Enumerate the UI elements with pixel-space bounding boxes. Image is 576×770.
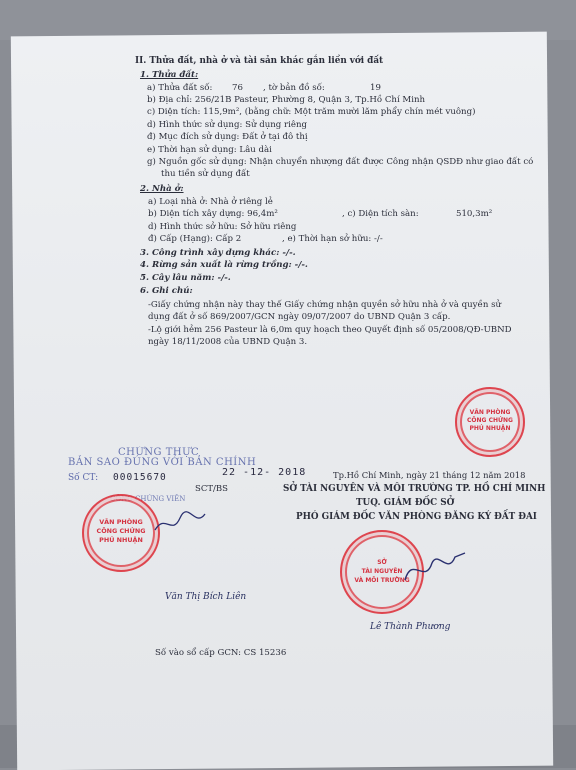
plot-number: 76: [232, 83, 243, 93]
issuer-signature-mark: [400, 545, 470, 590]
stamp-line: CÔNG CHỨNG: [96, 527, 146, 535]
origin-line-2: thu tiền sử dụng đất: [161, 169, 250, 179]
note-line: -Lộ giới hẻm 256 Pasteur là 6,0m quy hoạch theo Quyết định số 05/2008/QĐ-UBND: [148, 325, 512, 335]
notary-stamp-bottom: [82, 494, 160, 572]
so-ct-label: Số CT:: [68, 473, 99, 483]
certify-date: 22 -12- 2018: [222, 467, 307, 478]
ownership: d) Hình thức sở hữu: Sở hữu riêng: [148, 222, 297, 232]
purpose: đ) Mục đích sử dụng: Đất ở tại đô thị: [147, 132, 308, 142]
notary-signer-name: Văn Thị Bích Liên: [165, 592, 247, 602]
stamp-line: VÀ MÔI TRƯỜNG: [354, 577, 410, 584]
land-heading: 1. Thửa đất:: [140, 70, 199, 80]
address: b) Địa chỉ: 256/21B Pasteur, Phường 8, Quận 3, Tp.Hồ Chí Minh: [147, 95, 426, 105]
house-heading: 2. Nhà ở:: [140, 184, 184, 194]
use-form: d) Hình thức sử dụng: Sử dụng riêng: [147, 120, 308, 130]
term: e) Thời hạn sử dụng: Lâu dài: [147, 145, 272, 155]
map-label: , tờ bản đồ số:: [263, 83, 325, 93]
certify-book: SCT/BS: [195, 484, 228, 494]
issuer-line-2: TUQ. GIÁM ĐỐC SỞ: [356, 498, 455, 508]
built-area: b) Diện tích xây dựng: 96,4m²: [148, 209, 278, 219]
so-ct-value: 00015670: [113, 472, 167, 483]
certify-subtitle: BẢN SAO ĐÚNG VỚI BẢN CHÍNH: [68, 457, 257, 468]
stamp-line: TÀI NGUYÊN: [361, 568, 403, 575]
cong-chung-vien: CÔNG CHỨNG VIÊN: [110, 495, 186, 503]
notary-stamp-top: [455, 387, 525, 457]
grade: đ) Cấp (Hạng): Cấp 2: [148, 234, 242, 244]
note-line: ngày 18/11/2008 của UBND Quận 3.: [148, 337, 308, 347]
stamp-line: VĂN PHÒNG: [469, 409, 511, 416]
origin-line-1: g) Nguồn gốc sử dụng: Nhận chuyển nhượng đất được Công nhận QSDĐ như giao đất có: [147, 157, 534, 167]
register-number: Số vào sổ cấp GCN: CS 15236: [155, 648, 287, 658]
floor-area: 510,3m²: [456, 209, 493, 219]
issuer-signer-name: Lê Thành Phương: [370, 622, 451, 632]
certify-title: CHỨNG THỰC: [118, 447, 200, 458]
stamp-line: SỞ: [377, 559, 387, 566]
map-number: 19: [370, 83, 381, 93]
stamp-line: PHÚ NHUẬN: [469, 425, 511, 432]
section-title: II. Thửa đất, nhà ở và tài sản khác gắn liền với đất: [135, 56, 384, 66]
item-3: 3. Công trình xây dựng khác: -/-.: [140, 248, 296, 258]
item-4: 4. Rừng sản xuất là rừng trồng: -/-.: [140, 260, 308, 270]
issuer-line-3: PHÓ GIÁM ĐỐC VĂN PHÒNG ĐĂNG KÝ ĐẤT ĐAI: [296, 512, 537, 522]
own-term: , e) Thời hạn sở hữu: -/-: [282, 234, 383, 244]
issuer-line-1: SỞ TÀI NGUYÊN VÀ MÔI TRƯỜNG TP. HỒ CHÍ MINH: [283, 484, 546, 494]
stamp-line: VĂN PHÒNG: [99, 518, 143, 526]
plot-label: a) Thửa đất số:: [147, 83, 213, 93]
stamp-line: PHÚ NHUẬN: [99, 536, 143, 544]
item-6: 6. Ghi chú:: [140, 286, 193, 296]
note-line: dụng đất ở số 869/2007/GCN ngày 09/07/2007 do UBND Quận 3 cấp.: [148, 312, 451, 322]
notary-signature-mark: [150, 508, 210, 538]
house-type: a) Loại nhà ở: Nhà ở riêng lẻ: [148, 197, 273, 207]
area: c) Diện tích: 115,9m², (bằng chữ: Một trăm mười lăm phẩy chín mét vuông): [147, 107, 476, 117]
floor-area-label: , c) Diện tích sàn:: [342, 209, 419, 219]
stamp-line: CÔNG CHỨNG: [467, 417, 513, 424]
item-5: 5. Cây lâu năm: -/-.: [140, 273, 231, 283]
issue-date: Tp.Hồ Chí Minh, ngày 21 tháng 12 năm 2018: [333, 470, 526, 480]
note-line: -Giấy chứng nhận này thay thế Giấy chứng nhận quyền sở hữu nhà ở và quyền sử: [148, 300, 502, 310]
